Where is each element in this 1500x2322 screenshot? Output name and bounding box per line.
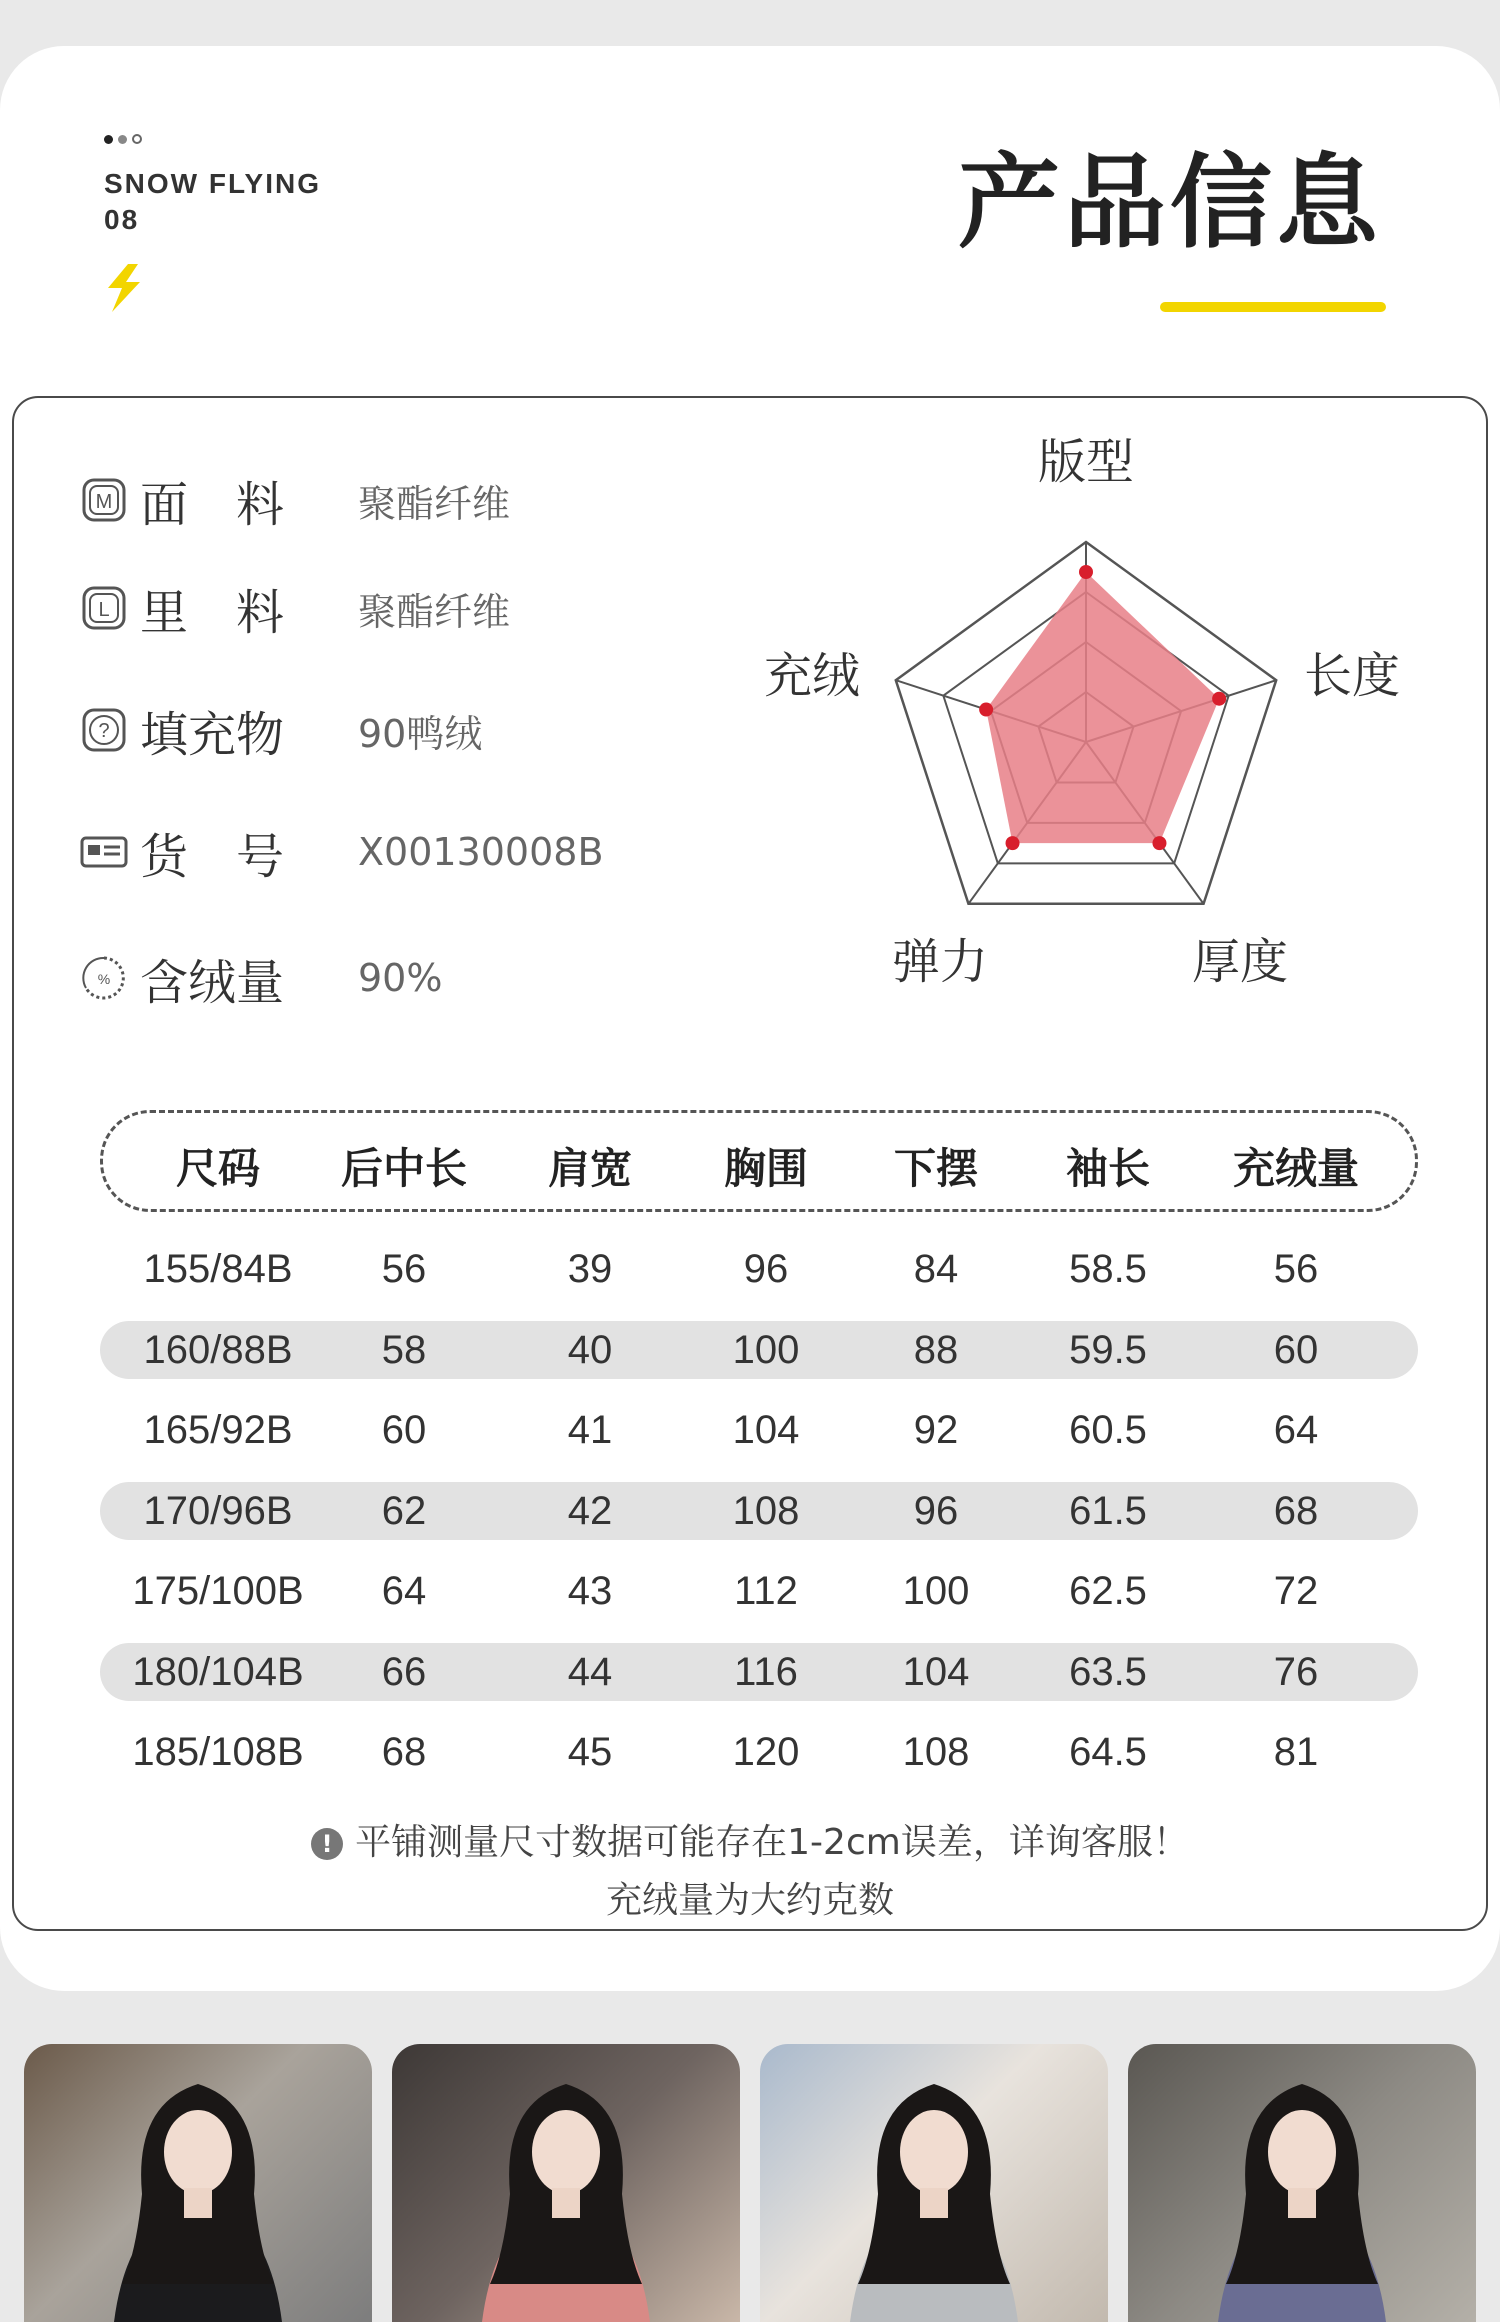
table-cell: 112 — [734, 1569, 798, 1613]
m-badge-icon — [80, 476, 128, 524]
column-header: 袖长 — [1065, 1144, 1151, 1193]
table-cell: 170/96B — [143, 1488, 293, 1533]
attribute-label: 面 料 — [140, 476, 285, 533]
table-cell: 108 — [902, 1730, 970, 1774]
attribute-value: X00130008B — [358, 830, 604, 874]
table-cell: 120 — [732, 1730, 800, 1774]
table-cell: 104 — [732, 1408, 800, 1452]
table-cell: 60 — [381, 1408, 427, 1452]
exclamation-icon: ! — [311, 1828, 343, 1860]
radar-data-point — [1212, 692, 1226, 706]
svg-text:L: L — [98, 599, 110, 621]
attribute-label: 填充物 — [140, 706, 285, 763]
table-cell: 64.5 — [1069, 1730, 1147, 1774]
table-cell: 76 — [1273, 1649, 1319, 1694]
model-photo-pink-jacket — [392, 2044, 740, 2322]
radar-data-point — [1006, 836, 1020, 850]
id-card-icon — [80, 828, 128, 876]
dots-icon — [104, 132, 321, 146]
svg-text:M: M — [95, 491, 113, 513]
table-cell: 100 — [732, 1327, 800, 1372]
table-cell: 56 — [1273, 1247, 1319, 1291]
down-weight-note: 充绒量为大约克数 — [605, 1880, 894, 1921]
table-cell: 84 — [913, 1247, 959, 1291]
table-cell: 39 — [567, 1247, 613, 1291]
table-cell: 180/104B — [132, 1649, 304, 1694]
attribute-value: 聚酯纤维 — [358, 589, 511, 634]
radar-axis-label: 版型 — [1037, 434, 1135, 490]
table-cell: 56 — [381, 1247, 427, 1291]
attribute-down-content — [80, 948, 443, 1011]
column-header: 胸围 — [723, 1144, 809, 1193]
title-underline — [1160, 302, 1386, 312]
attribute-label: 货 号 — [140, 828, 285, 885]
table-cell: 68 — [1273, 1488, 1319, 1533]
attribute-value: 聚酯纤维 — [358, 481, 511, 526]
svg-text:%: % — [97, 971, 111, 987]
attribute-item-number — [80, 822, 604, 885]
table-cell: 88 — [913, 1327, 959, 1372]
table-cell: 92 — [913, 1408, 959, 1452]
table-cell: 58 — [381, 1327, 427, 1372]
model-photo-silver-jacket — [760, 2044, 1108, 2322]
table-cell: 42 — [567, 1488, 613, 1533]
table-cell: 41 — [567, 1408, 613, 1452]
measurement-note — [0, 1814, 1500, 1865]
column-header: 下摆 — [893, 1144, 979, 1193]
table-cell: 68 — [381, 1730, 427, 1774]
table-cell: 160/88B — [143, 1327, 293, 1372]
model-photo-purple-jacket — [1128, 2044, 1476, 2322]
column-header: 后中长 — [340, 1144, 468, 1193]
table-cell: 61.5 — [1069, 1488, 1147, 1533]
table-cell: 62 — [381, 1488, 427, 1533]
attribute-fabric — [80, 470, 511, 533]
measurement-note-text: 平铺测量尺寸数据可能存在1-2cm误差，详询客服！ — [355, 1822, 1189, 1863]
attribute-lining — [80, 578, 511, 641]
table-cell: 63.5 — [1069, 1649, 1147, 1694]
table-cell: 40 — [567, 1327, 613, 1372]
radar-data-point — [1079, 565, 1093, 579]
radar-axis-label: 厚度 — [1191, 934, 1289, 990]
svg-text:?: ? — [98, 720, 110, 742]
table-cell: 81 — [1273, 1730, 1319, 1774]
table-cell: 155/84B — [143, 1247, 293, 1291]
table-cell: 59.5 — [1069, 1327, 1147, 1372]
radar-axis-label: 充绒 — [763, 648, 860, 704]
table-cell: 185/108B — [132, 1730, 304, 1774]
page-title: 产品信息 — [958, 144, 1382, 263]
radar-data-point — [979, 703, 993, 717]
percent-ring-icon — [80, 954, 128, 1002]
fit-radar-chart — [730, 430, 1430, 1030]
table-cell: 58.5 — [1069, 1247, 1147, 1291]
table-cell: 72 — [1273, 1569, 1319, 1613]
attribute-label: 里 料 — [140, 584, 285, 641]
table-cell: 62.5 — [1069, 1569, 1147, 1613]
table-cell: 96 — [743, 1247, 789, 1291]
radar-data-point — [1152, 836, 1166, 850]
l-badge-icon — [80, 584, 128, 632]
table-cell: 104 — [902, 1649, 970, 1694]
attribute-label: 含绒量 — [140, 954, 285, 1011]
table-cell: 66 — [381, 1649, 427, 1694]
lightning-icon — [104, 264, 144, 314]
table-cell: 64 — [1273, 1408, 1319, 1452]
radar-axis-label: 弹力 — [891, 934, 989, 990]
column-header: 尺码 — [175, 1144, 261, 1193]
table-cell: 96 — [913, 1488, 959, 1533]
table-cell: 64 — [381, 1569, 427, 1613]
table-cell: 100 — [902, 1569, 970, 1613]
column-header: 肩宽 — [547, 1144, 633, 1193]
table-cell: 43 — [567, 1569, 613, 1613]
model-photo-black-jacket — [24, 2044, 372, 2322]
table-cell: 165/92B — [143, 1408, 293, 1452]
table-cell: 44 — [567, 1649, 613, 1694]
attribute-value: 90% — [358, 956, 443, 1000]
table-cell: 175/100B — [132, 1569, 304, 1613]
brand-name: SNOW FLYING — [104, 168, 321, 199]
question-badge-icon — [80, 706, 128, 754]
brand-mark — [104, 132, 321, 238]
table-cell: 60 — [1273, 1327, 1319, 1372]
table-cell: 45 — [567, 1730, 613, 1774]
attribute-value: 90鸭绒 — [358, 711, 483, 756]
table-cell: 108 — [732, 1488, 800, 1533]
column-header: 充绒量 — [1232, 1144, 1360, 1193]
radar-axis-label: 长度 — [1304, 648, 1401, 704]
table-cell: 116 — [734, 1649, 798, 1694]
table-cell: 60.5 — [1069, 1408, 1147, 1452]
attribute-filling — [80, 700, 483, 763]
brand-number: 08 — [104, 204, 140, 235]
